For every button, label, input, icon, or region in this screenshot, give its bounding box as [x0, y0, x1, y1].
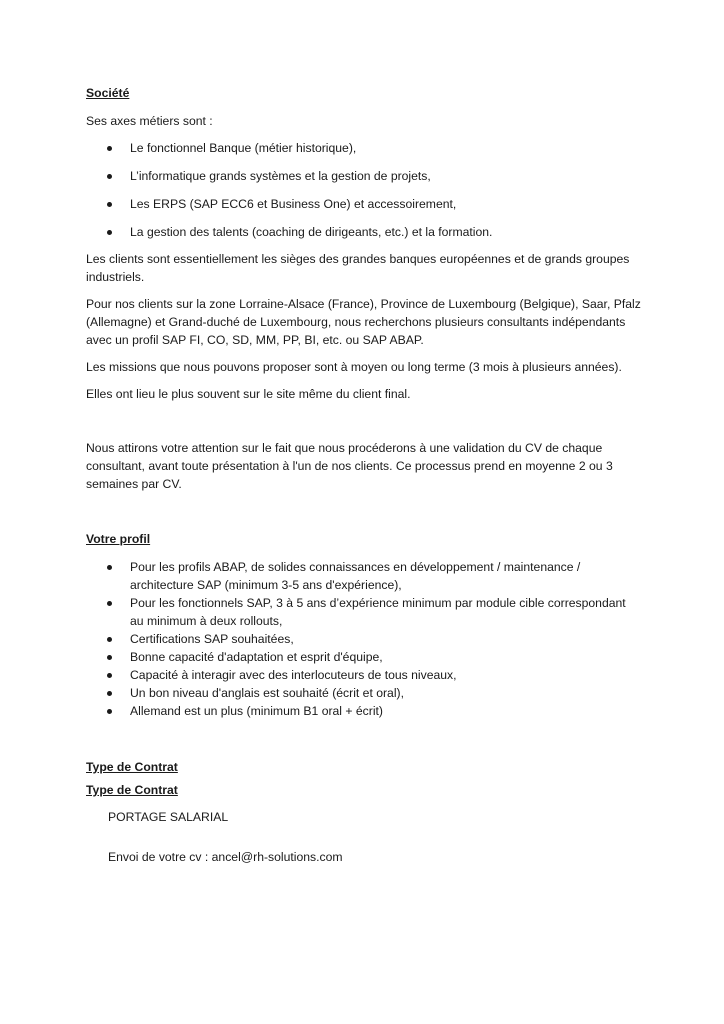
- societe-heading: Société: [86, 86, 130, 100]
- bullet-icon: [107, 202, 112, 207]
- list-item-text: Bonne capacité d'adaptation et esprit d'équipe,: [130, 650, 383, 664]
- bullet-icon: [107, 174, 112, 179]
- list-item-text: Le fonctionnel Banque (métier historique),: [130, 141, 357, 155]
- profil-heading: Votre profil: [86, 532, 151, 546]
- bullet-icon: [107, 673, 112, 678]
- bullet-icon: [107, 601, 112, 606]
- bullet-icon: [107, 655, 112, 660]
- bullet-icon: [107, 637, 112, 642]
- contrat-heading-repeat: Type de Contrat: [86, 783, 178, 797]
- paragraph-line: consultant, avant toute présentation à l'un de nos clients. Ce processus prend en moyenne 2 ou 3: [86, 459, 613, 473]
- list-item-text: Certifications SAP souhaitées,: [130, 632, 294, 646]
- paragraph-missions: Les missions que nous pouvons proposer sont à moyen ou long terme (3 mois à plusieurs années).: [86, 360, 622, 374]
- list-item-text: Pour les fonctionnels SAP, 3 à 5 ans d’expérience minimum par module cible correspondant: [130, 596, 626, 610]
- bullet-icon: [107, 146, 112, 151]
- list-item-text: La gestion des talents (coaching de dirigeants, etc.) et la formation.: [130, 225, 493, 239]
- list-item-text: Pour les profils ABAP, de solides connaissances en développement / maintenance /: [130, 560, 581, 574]
- paragraph-line: (Allemagne) et Grand-duché de Luxembourg, nous recherchons plusieurs consultants indépendants: [86, 315, 626, 329]
- list-item-text: Un bon niveau d'anglais est souhaité (écrit et oral),: [130, 686, 404, 700]
- bullet-icon: [107, 691, 112, 696]
- bullet-icon: [107, 230, 112, 235]
- list-item-text: L’informatique grands systèmes et la gestion de projets,: [130, 169, 431, 183]
- list-item-text: Capacité à interagir avec des interlocuteurs de tous niveaux,: [130, 668, 457, 682]
- paragraph-line: Pour nos clients sur la zone Lorraine-Alsace (France), Province de Luxembourg (Belgique), Saar, Pfalz: [86, 297, 641, 311]
- list-item-text: Les ERPS (SAP ECC6 et Business One) et accessoirement,: [130, 197, 457, 211]
- bullet-icon: [107, 565, 112, 570]
- list-item-text: Allemand est un plus (minimum B1 oral + écrit): [130, 704, 383, 718]
- bullet-icon: [107, 709, 112, 714]
- paragraph-line: industriels.: [86, 270, 145, 284]
- contrat-heading: Type de Contrat: [86, 760, 178, 774]
- list-item-text: au minimum à deux rollouts,: [130, 614, 283, 628]
- paragraph-lieu: Elles ont lieu le plus souvent sur le site même du client final.: [86, 387, 411, 401]
- paragraph-line: semaines par CV.: [86, 477, 182, 491]
- paragraph-line: avec un profil SAP FI, CO, SD, MM, PP, BI, etc. ou SAP ABAP.: [86, 333, 424, 347]
- list-item-text: architecture SAP (minimum 3-5 ans d'expérience),: [130, 578, 402, 592]
- paragraph-line: Nous attirons votre attention sur le fait que nous procéderons à une validation du CV de chaque: [86, 441, 603, 455]
- contrat-envoi-email: Envoi de votre cv : ancel@rh-solutions.com: [108, 850, 343, 864]
- societe-intro: Ses axes métiers sont :: [86, 114, 213, 128]
- paragraph-line: Les clients sont essentiellement les sièges des grandes banques européennes et de grands groupes: [86, 252, 630, 266]
- contrat-type: PORTAGE SALARIAL: [108, 810, 229, 824]
